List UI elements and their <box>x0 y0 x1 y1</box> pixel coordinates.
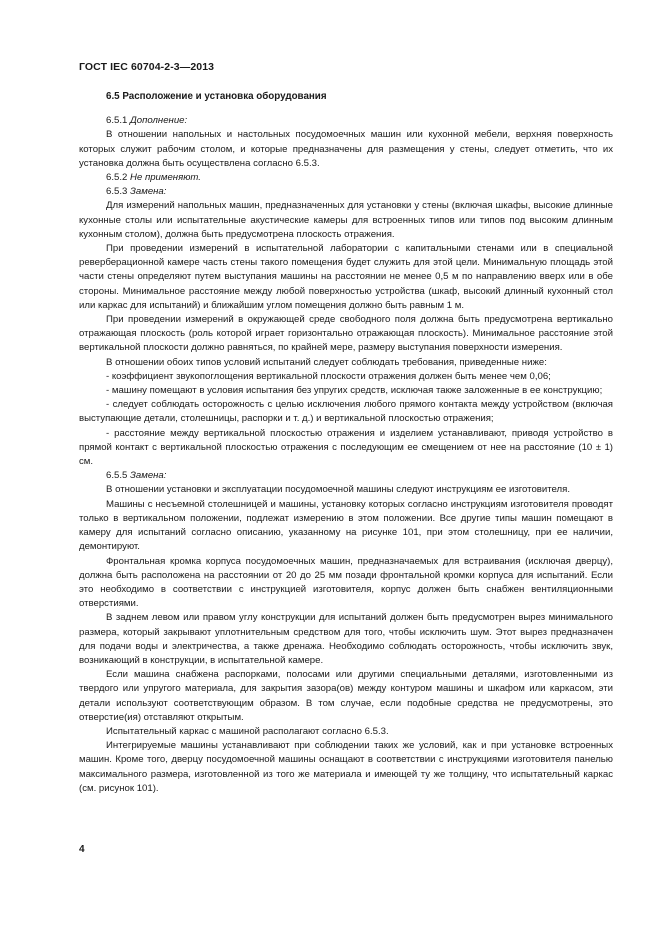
paragraph: В отношении напольных и настольных посудомоечных машин или кухонной мебели, верхняя поверхность которых служит рабочим столом, и которые предназначены для размещения у стены, следует отметить, что их установка должна быть осуществлена согласно 6.5.3. <box>79 129 613 169</box>
paragraph: - расстояние между вертикальной плоскостью отражения и изделием устанавливают, приводя устройство в прямой контакт с вертикальной плоскостью отражения с последующим ее смещением от нее на расстояние (10 ± 1) см. <box>79 427 613 468</box>
subsection-number: 6.5.5 <box>106 470 128 482</box>
paragraph: - коэффициент звукопоглощения вертикальной плоскости отражения должен быть менее чем 0,06; <box>106 370 551 382</box>
section-title: 6.5 Расположение и установка оборудования <box>106 91 327 102</box>
subsection-heading <box>79 171 613 185</box>
paragraph: Интегрируемые машины устанавливают при соблюдении таких же условий, как и при установке встроенных машин. Кроме того, дверцу посудомоечной машины оснащают в соответствии с инструкциями изготовителя панелью максимального размера, изготовленной из того же материала и имеющей ту же толщину, что испытательный каркас (см. рисунок 101). <box>79 740 613 794</box>
page-number: 4 <box>79 844 85 855</box>
paragraph: Если машина снабжена распорками, полосами или другими специальными деталями, изготовленными из твердого или упругого материала, для закрытия зазора(ов) между контуром машины и шкафом или каркасом, эти детали используют соответствующим образом. В том случае, если подобные средства не предусмотрены, это отверстие(ия) отставляют открытым. <box>79 669 613 723</box>
paragraph: В отношении обоих типов условий испытаний следует соблюдать требования, приведенные ниже: <box>106 356 547 368</box>
paragraph: Испытательный каркас с машиной располагают согласно 6.5.3. <box>106 725 389 737</box>
paragraph: При проведении измерений в окружающей среде свободного поля должна быть предусмотрена вертикально отражающая плоскость (роль которой играет горизонтально отражающая плоскость). Минимальное расстояние этой вертикальной плоскости должно равняться, по крайней мере, размеру выступания поверхности измерения. <box>79 314 613 354</box>
document-header: ГОСТ IEC 60704-2-3—2013 <box>79 61 215 73</box>
section-content <box>79 114 613 796</box>
document-body <box>79 90 613 796</box>
paragraph: При проведении измерений в испытательной лаборатории с капитальными стенами или в специальной реверберационной камере часть стены такого помещения будет служить для этой цели. Минимальную площадь этой части стены определяют путем выступания машины на расстоянии не менее 0,5 м по направлению вверх или в обе стороны. Минимальное расстояние между любой поверхностью устройства (шкаф, высокий длинный кухонный стол или каркас для испытаний) и ближайшим углом помещения должно быть равным 1 м. <box>79 243 613 311</box>
paragraph: - машину помещают в условия испытания без упругих средств, исключая также заложенные в ее конструкцию; <box>106 385 603 397</box>
paragraph: В заднем левом или правом углу конструкции для испытаний должен быть предусмотрен вырез минимального размера, который закрывают уплотнительным средством для того, чтобы исключить шум. Этот вырез предназначен для подачи воды и электричества, а также дренажа. Необходимо соблюдать осторожность, чтобы исключить звук, возникающий в конструкции, в испытательной камере. <box>79 612 613 666</box>
subsection-number: 6.5.2 <box>106 172 128 184</box>
subsection-label: Не применяют. <box>130 172 201 184</box>
paragraph: - следует соблюдать осторожность с целью исключения любого прямого контакта между устройством (включая выступающие детали, столешницы, распорки и т. д.) и вертикальной плоскостью отражения; <box>79 399 613 425</box>
subsection-label: Дополнение: <box>130 115 188 127</box>
subsection-label: Замена: <box>130 186 167 198</box>
subsection-number: 6.5.1 <box>106 115 128 127</box>
subsection-heading <box>79 114 613 128</box>
paragraph: Фронтальная кромка корпуса посудомоечных машин, предназначаемых для встраивания (исключая дверцу), должна быть расположена на расстоянии от 20 до 25 мм позади фронтальной кромки корпуса для испытаний. Если это необходимо в соответствии с инструкцией изготовителя, корпус должен быть снабжен вентиляционными отверстиями. <box>79 555 613 610</box>
paragraph: В отношении установки и эксплуатации посудомоечной машины следуют инструкциям ее изготовителя. <box>106 484 570 496</box>
subsection-heading <box>79 185 613 199</box>
paragraph: Для измерений напольных машин, предназначенных для установки у стены (включая шкафы, высокие длинные кухонные столы или испытательные акустические камеры для встроенных типов или типов под высоким длинным кухонным столом), должна быть предусмотрена плоскость отражения. <box>79 200 613 240</box>
subsection-label: Замена: <box>130 470 167 482</box>
subsection-number: 6.5.3 <box>106 186 128 198</box>
subsection-heading <box>79 469 613 483</box>
paragraph: Машины с несъемной столешницей и машины, установку которых согласно инструкциям изготовителя проводят только в вертикальном положении, подлежат измерению в этом положении. Все другие типы машин помещают в камеру для испытаний согласно описанию, указанному на рисунке 101, при этом столешницу, при ее наличии, демонтируют. <box>79 498 613 553</box>
